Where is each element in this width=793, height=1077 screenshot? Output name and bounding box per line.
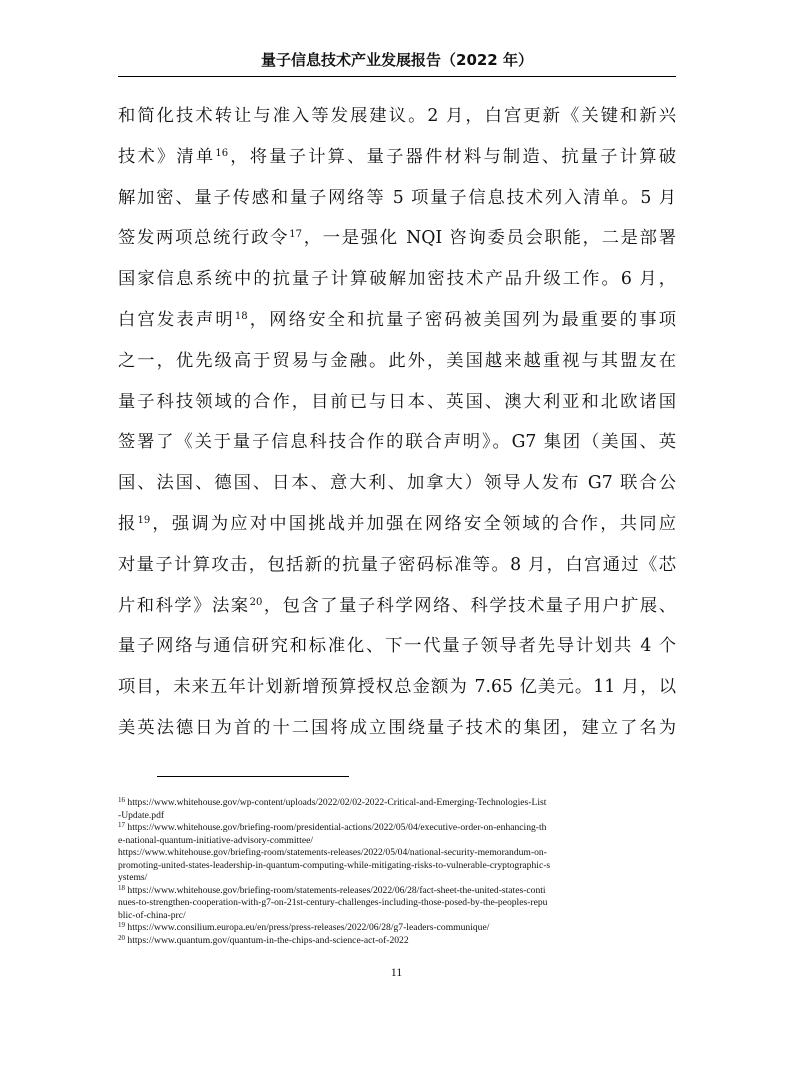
text-run: 技术》清单 [118, 146, 216, 167]
body-line [118, 382, 676, 423]
text-run: https://www.consilium.europa.eu/en/press/press-releases/2022/06/28/g7-leaders-communique/ [125, 922, 490, 933]
footnote-marker: 20 [249, 596, 263, 608]
text-run: ，将量子计算、量子器件材料与制造、抗量子计算破 [228, 146, 676, 167]
text-run: 解加密、量子传感和量子网络等 5 项量子信息技术列入清单。5 月 [118, 187, 676, 208]
footnote-line [118, 910, 678, 923]
text-run: https://www.whitehouse.gov/briefing-room/statements-releases/2022/05/04/national-security-memorandum-on- [118, 847, 547, 858]
footnote-line [118, 872, 678, 885]
text-run: ，包含了量子科学网络、科学技术量子用户扩展、 [262, 595, 676, 616]
body-line [118, 586, 676, 627]
footnote-marker: 16 [215, 147, 229, 159]
footnotes [118, 797, 678, 947]
footnote-line [118, 885, 678, 898]
text-run: ystems/ [118, 872, 148, 883]
body-line [118, 259, 676, 300]
body-line [118, 463, 676, 504]
footnote-marker: 18 [234, 310, 248, 322]
body-line [118, 504, 676, 545]
text-run: 美英法德日为首的十二国将成立围绕量子技术的集团，建立了名为 [118, 717, 676, 738]
footnote-line [118, 935, 678, 948]
page-number: 11 [390, 965, 403, 979]
text-run: 量子网络与通信研究和标准化、下一代量子领导者先导计划共 4 个 [118, 636, 676, 657]
text-run: 和简化技术转让与准入等发展建议。2 月，白宫更新《关键和新兴 [118, 106, 676, 126]
text-run: ，强调为应对中国挑战并加强在网络安全领域的合作，共同应 [150, 513, 676, 534]
text-run: promoting-united-states-leadership-in-quantum-computing-while-mitigating-risks-to-vulnerable-cryptographic-s [118, 859, 551, 871]
body-paragraph [118, 96, 676, 749]
footnote-line [118, 835, 678, 848]
body-line [118, 545, 676, 586]
body-line [118, 422, 676, 463]
body-line [118, 300, 676, 341]
footnote-marker: 17 [118, 822, 125, 829]
body-line [118, 218, 676, 259]
footnote-line [118, 797, 678, 810]
text-run: -Update.pdf [118, 809, 165, 821]
footnote-line [118, 860, 678, 873]
body-line [118, 341, 676, 382]
text-run: https://www.whitehouse.gov/briefing-room/presidential-actions/2022/05/04/executive-order-on-enhancing-th [125, 822, 547, 833]
text-run: 项目，未来五年计划新增预算授权总金额为 7.65 亿美元。11 月，以 [118, 677, 676, 698]
text-run: 量子科技领域的合作，目前已与日本、英国、澳大利亚和北欧诸国 [118, 391, 676, 412]
body-line [118, 626, 676, 667]
text-run: 签署了《关于量子信息科技合作的联合声明》。G7 集团（美国、英 [118, 432, 676, 453]
footnote-marker: 18 [118, 884, 125, 892]
text-run: 签发两项总统行政令 [118, 228, 290, 249]
text-run: nues-to-strengthen-cooperation-with-g7-on-21st-century-challenges-including-those-posed-by-the-peoples-repu [118, 897, 548, 908]
footnote-line [118, 922, 678, 935]
footnote-marker: 19 [118, 922, 125, 929]
body-line [118, 137, 676, 178]
body-line [118, 96, 676, 137]
text-run: 对量子计算攻击，包括新的抗量子密码标准等。8 月，白宫通过《芯 [118, 554, 676, 575]
text-run: 片和科学》法案 [118, 595, 250, 616]
text-run: 报 [118, 513, 138, 534]
footnote-line [118, 822, 678, 835]
text-run: https://www.quantum.gov/quantum-in-the-chips-and-science-act-of-2022 [125, 934, 409, 946]
body-line [118, 708, 676, 749]
footnote-divider [157, 776, 349, 777]
header-divider [118, 76, 676, 77]
text-run: https://www.whitehouse.gov/wp-content/uploads/2022/02/02-2022-Critical-and-Emerging-Technologies-List [125, 797, 547, 808]
footnote-marker: 17 [289, 229, 302, 241]
footnote-marker: 16 [118, 797, 125, 804]
text-run: 国家信息系统中的抗量子计算破解加密技术产品升级工作。6 月， [118, 269, 676, 290]
footnote-line [118, 897, 678, 910]
page-header-title: 量子信息技术产业发展报告（2022 年） [261, 51, 533, 69]
text-run: e-national-quantum-initiative-advisory-committee/ [118, 834, 314, 846]
body-line [118, 667, 676, 708]
footnote-line [118, 847, 678, 860]
footnote-line [118, 810, 678, 823]
body-line [118, 178, 676, 219]
text-run: 之一，优先级高于贸易与金融。此外，美国越来越重视与其盟友在 [118, 350, 676, 371]
footnote-marker: 19 [137, 514, 151, 526]
text-run: https://www.whitehouse.gov/briefing-room/statements-releases/2022/06/28/fact-sheet-the-united-states-conti [125, 884, 546, 896]
text-run: ，网络安全和抗量子密码被美国列为最重要的事项 [247, 309, 676, 330]
text-run: ，一是强化 NQI 咨询委员会职能，二是部署 [301, 228, 676, 249]
text-run: blic-of-china-prc/ [118, 909, 186, 921]
text-run: 白宫发表声明 [118, 309, 235, 330]
text-run: 国、法国、德国、日本、意大利、加拿大）领导人发布 G7 联合公 [118, 473, 676, 494]
footnote-marker: 20 [118, 934, 125, 942]
